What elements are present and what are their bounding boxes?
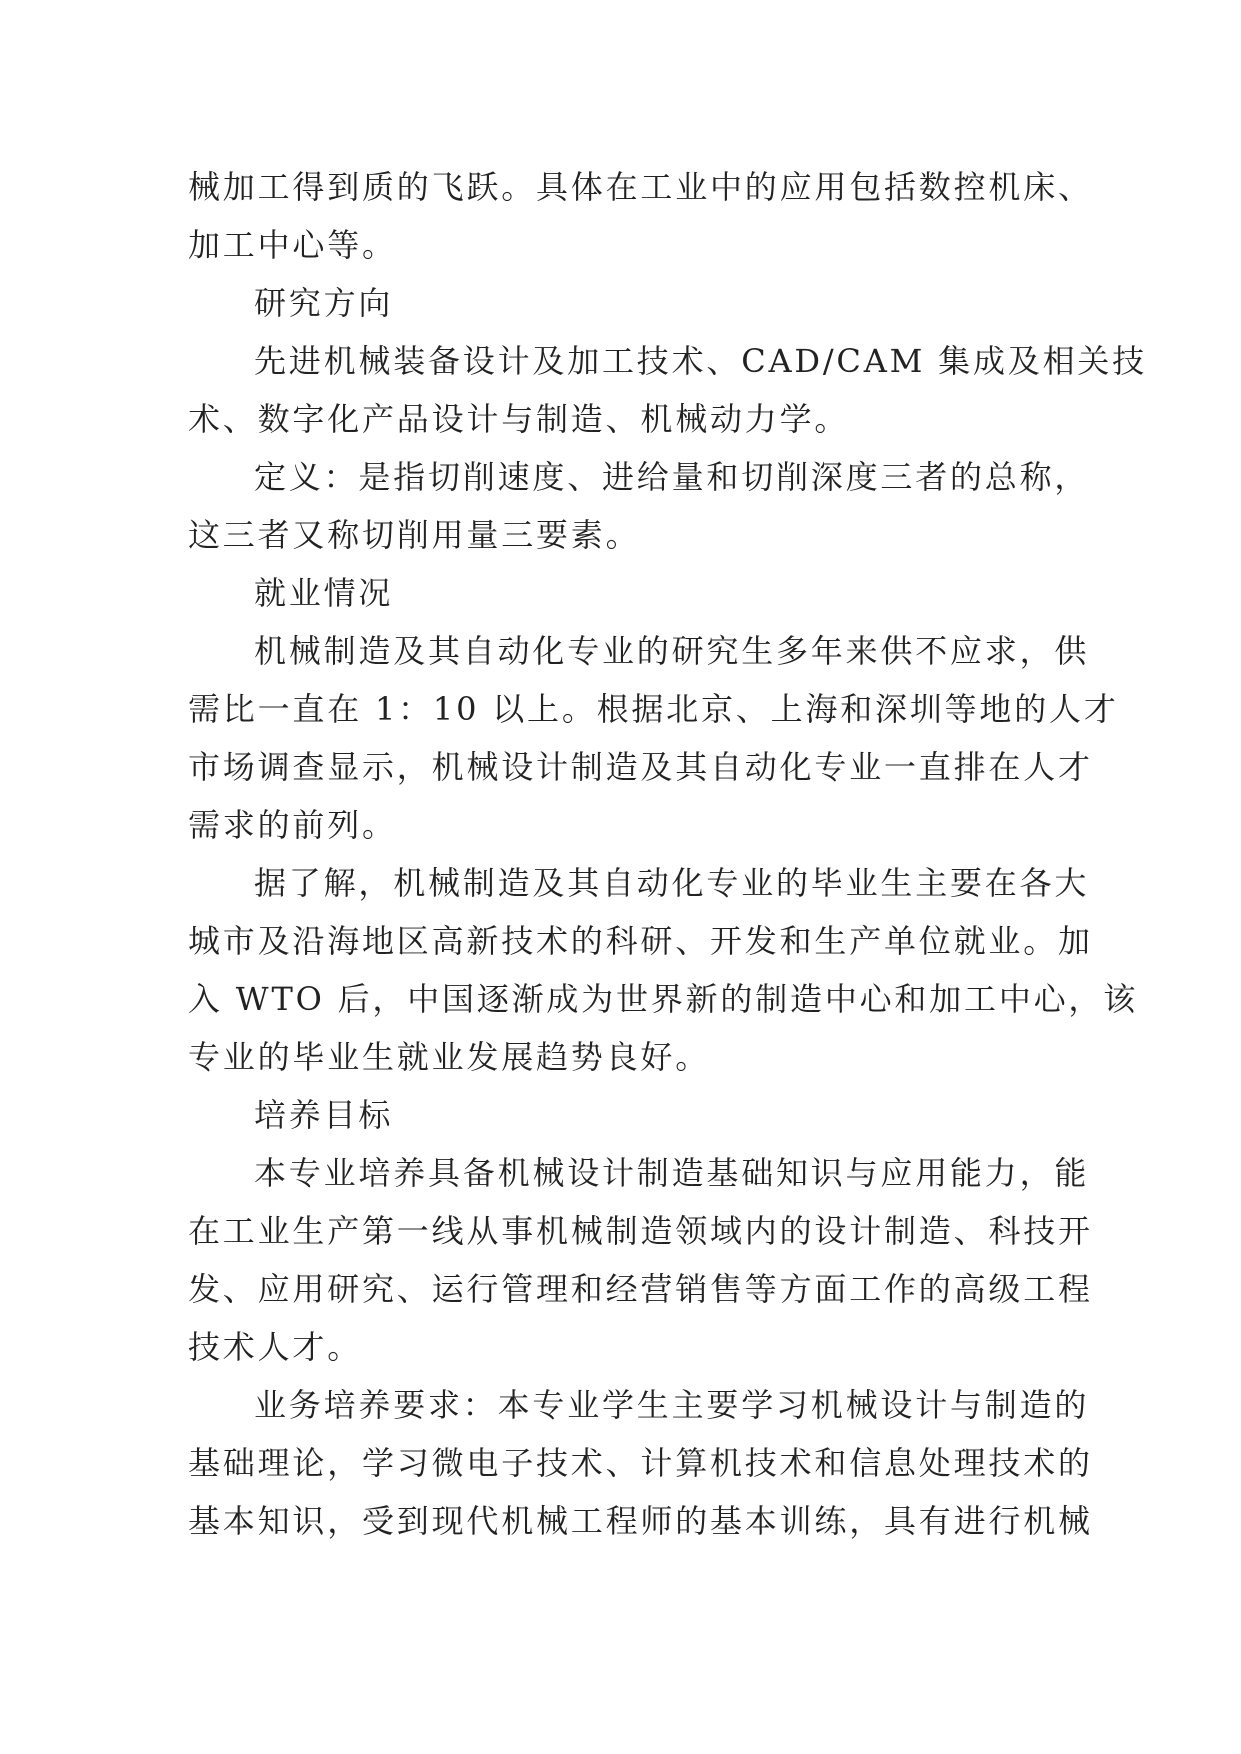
text-line: 本专业培养具备机械设计制造基础知识与应用能力，能 <box>254 1154 1090 1192</box>
text-line: 械加工得到质的飞跃。具体在工业中的应用包括数控机床、 <box>188 168 1093 206</box>
text-line: 这三者又称切削用量三要素。 <box>188 516 641 554</box>
text-line: 定义：是指切削速度、进给量和切削深度三者的总称， <box>254 458 1090 496</box>
text-line: 术、数字化产品设计与制造、机械动力学。 <box>188 400 850 438</box>
text-line: 业务培养要求：本专业学生主要学习机械设计与制造的 <box>254 1386 1090 1424</box>
text-line: 基础理论，学习微电子技术、计算机技术和信息处理技术的 <box>188 1444 1093 1482</box>
section-heading-research-direction: 研究方向 <box>254 284 394 322</box>
text-line: 机械制造及其自动化专业的研究生多年来供不应求，供 <box>254 632 1090 670</box>
section-heading-training-goals: 培养目标 <box>254 1096 394 1134</box>
text-line: 发、应用研究、运行管理和经营销售等方面工作的高级工程 <box>188 1270 1093 1308</box>
text-line: 技术人才。 <box>188 1328 363 1366</box>
text-line: 专业的毕业生就业发展趋势良好。 <box>188 1038 711 1076</box>
document-page <box>188 158 1147 1550</box>
text-line: 需求的前列。 <box>188 806 397 844</box>
text-line: 基本知识，受到现代机械工程师的基本训练，具有进行机械 <box>188 1502 1093 1540</box>
text-line: 据了解，机械制造及其自动化专业的毕业生主要在各大 <box>254 864 1090 902</box>
text-line: 需比一直在 1：10 以上。根据北京、上海和深圳等地的人才 <box>188 690 1119 728</box>
text-line: 在工业生产第一线从事机械制造领域内的设计制造、科技开 <box>188 1212 1093 1250</box>
text-line: 城市及沿海地区高新技术的科研、开发和生产单位就业。加 <box>188 922 1093 960</box>
text-line: 加工中心等。 <box>188 226 397 264</box>
text-line: 入 WTO 后，中国逐渐成为世界新的制造中心和加工中心，该 <box>188 980 1139 1018</box>
section-heading-employment: 就业情况 <box>254 574 394 612</box>
text-line: 市场调查显示，机械设计制造及其自动化专业一直排在人才 <box>188 748 1093 786</box>
text-line: 先进机械装备设计及加工技术、CAD/CAM 集成及相关技 <box>254 342 1147 380</box>
